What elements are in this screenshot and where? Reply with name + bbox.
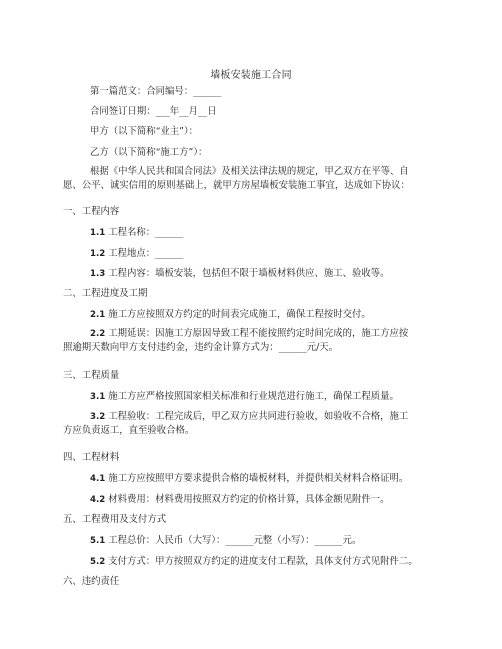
clause-5-1: 5.1 工程总价：人民币（大写）：______元整（小写）：______元。 [90, 535, 362, 546]
party-a-line: 甲方（以下简称“业主”）： [90, 126, 199, 137]
preamble-paragraph: 根据《中华人民共和国合同法》及相关法律法规的规定，甲乙双方在平等、自 愿、公平、诚实信用的原则基础上，就甲方房屋墙板安装施工事宜，达成如下协议： [63, 166, 410, 191]
clause-3-1: 3.1 施工方应严格按照国家相关标准和行业规范进行施工，确保工程质量。 [90, 391, 399, 402]
contract-number-line: 第一篇范文：合同编号：______ [90, 86, 222, 97]
section-heading-6: 六、违约责任 [63, 576, 120, 587]
clause-3-2: 3.2 工程验收：工程完成后，甲乙双方应共同进行验收，如验收不合格，施工 方应负责返工，直至验收合格。 [63, 411, 409, 436]
clause-1-2: 1.2 工程地点：______ [90, 248, 184, 259]
clause-2-2: 2.2 工期延误：因施工方原因导致工程不能按照约定时间完成的，施工方应按 照逾期天数向甲方支付违约金，违约金计算方式为：______元/天。 [63, 328, 409, 353]
clause-1-3: 1.3 工程内容：墙板安装，包括但不限于墙板材料供应、施工、验收等。 [90, 268, 390, 279]
section-heading-5: 五、工程费用及支付方式 [63, 514, 167, 525]
clause-1-1: 1.1 工程名称：______ [90, 227, 184, 238]
section-heading-3: 三、工程质量 [63, 370, 120, 381]
clause-4-2: 4.2 材料费用：材料费用按照双方约定的价格计算，具体金额见附件一。 [90, 494, 390, 505]
clause-2-1: 2.1 施工方应按照双方约定的时间表完成施工，确保工程按时交付。 [90, 309, 371, 320]
clause-5-2: 5.2 支付方式：甲方按照双方约定的进度支付工程款，具体支付方式见附件二。 [90, 556, 418, 567]
section-heading-4: 四、工程材料 [63, 452, 120, 463]
document-title: 墙板安装施工合同 [210, 70, 292, 81]
party-b-line: 乙方（以下简称“施工方”）： [90, 147, 208, 158]
clause-4-1: 4.1 施工方应按照甲方要求提供合格的墙板材料，并提供相关材料合格证明。 [90, 473, 409, 484]
signing-date-line: 合同签订日期：___年__月__日 [90, 106, 217, 117]
section-heading-2: 二、工程进度及工期 [63, 288, 148, 299]
section-heading-1: 一、工程内容 [63, 206, 120, 217]
